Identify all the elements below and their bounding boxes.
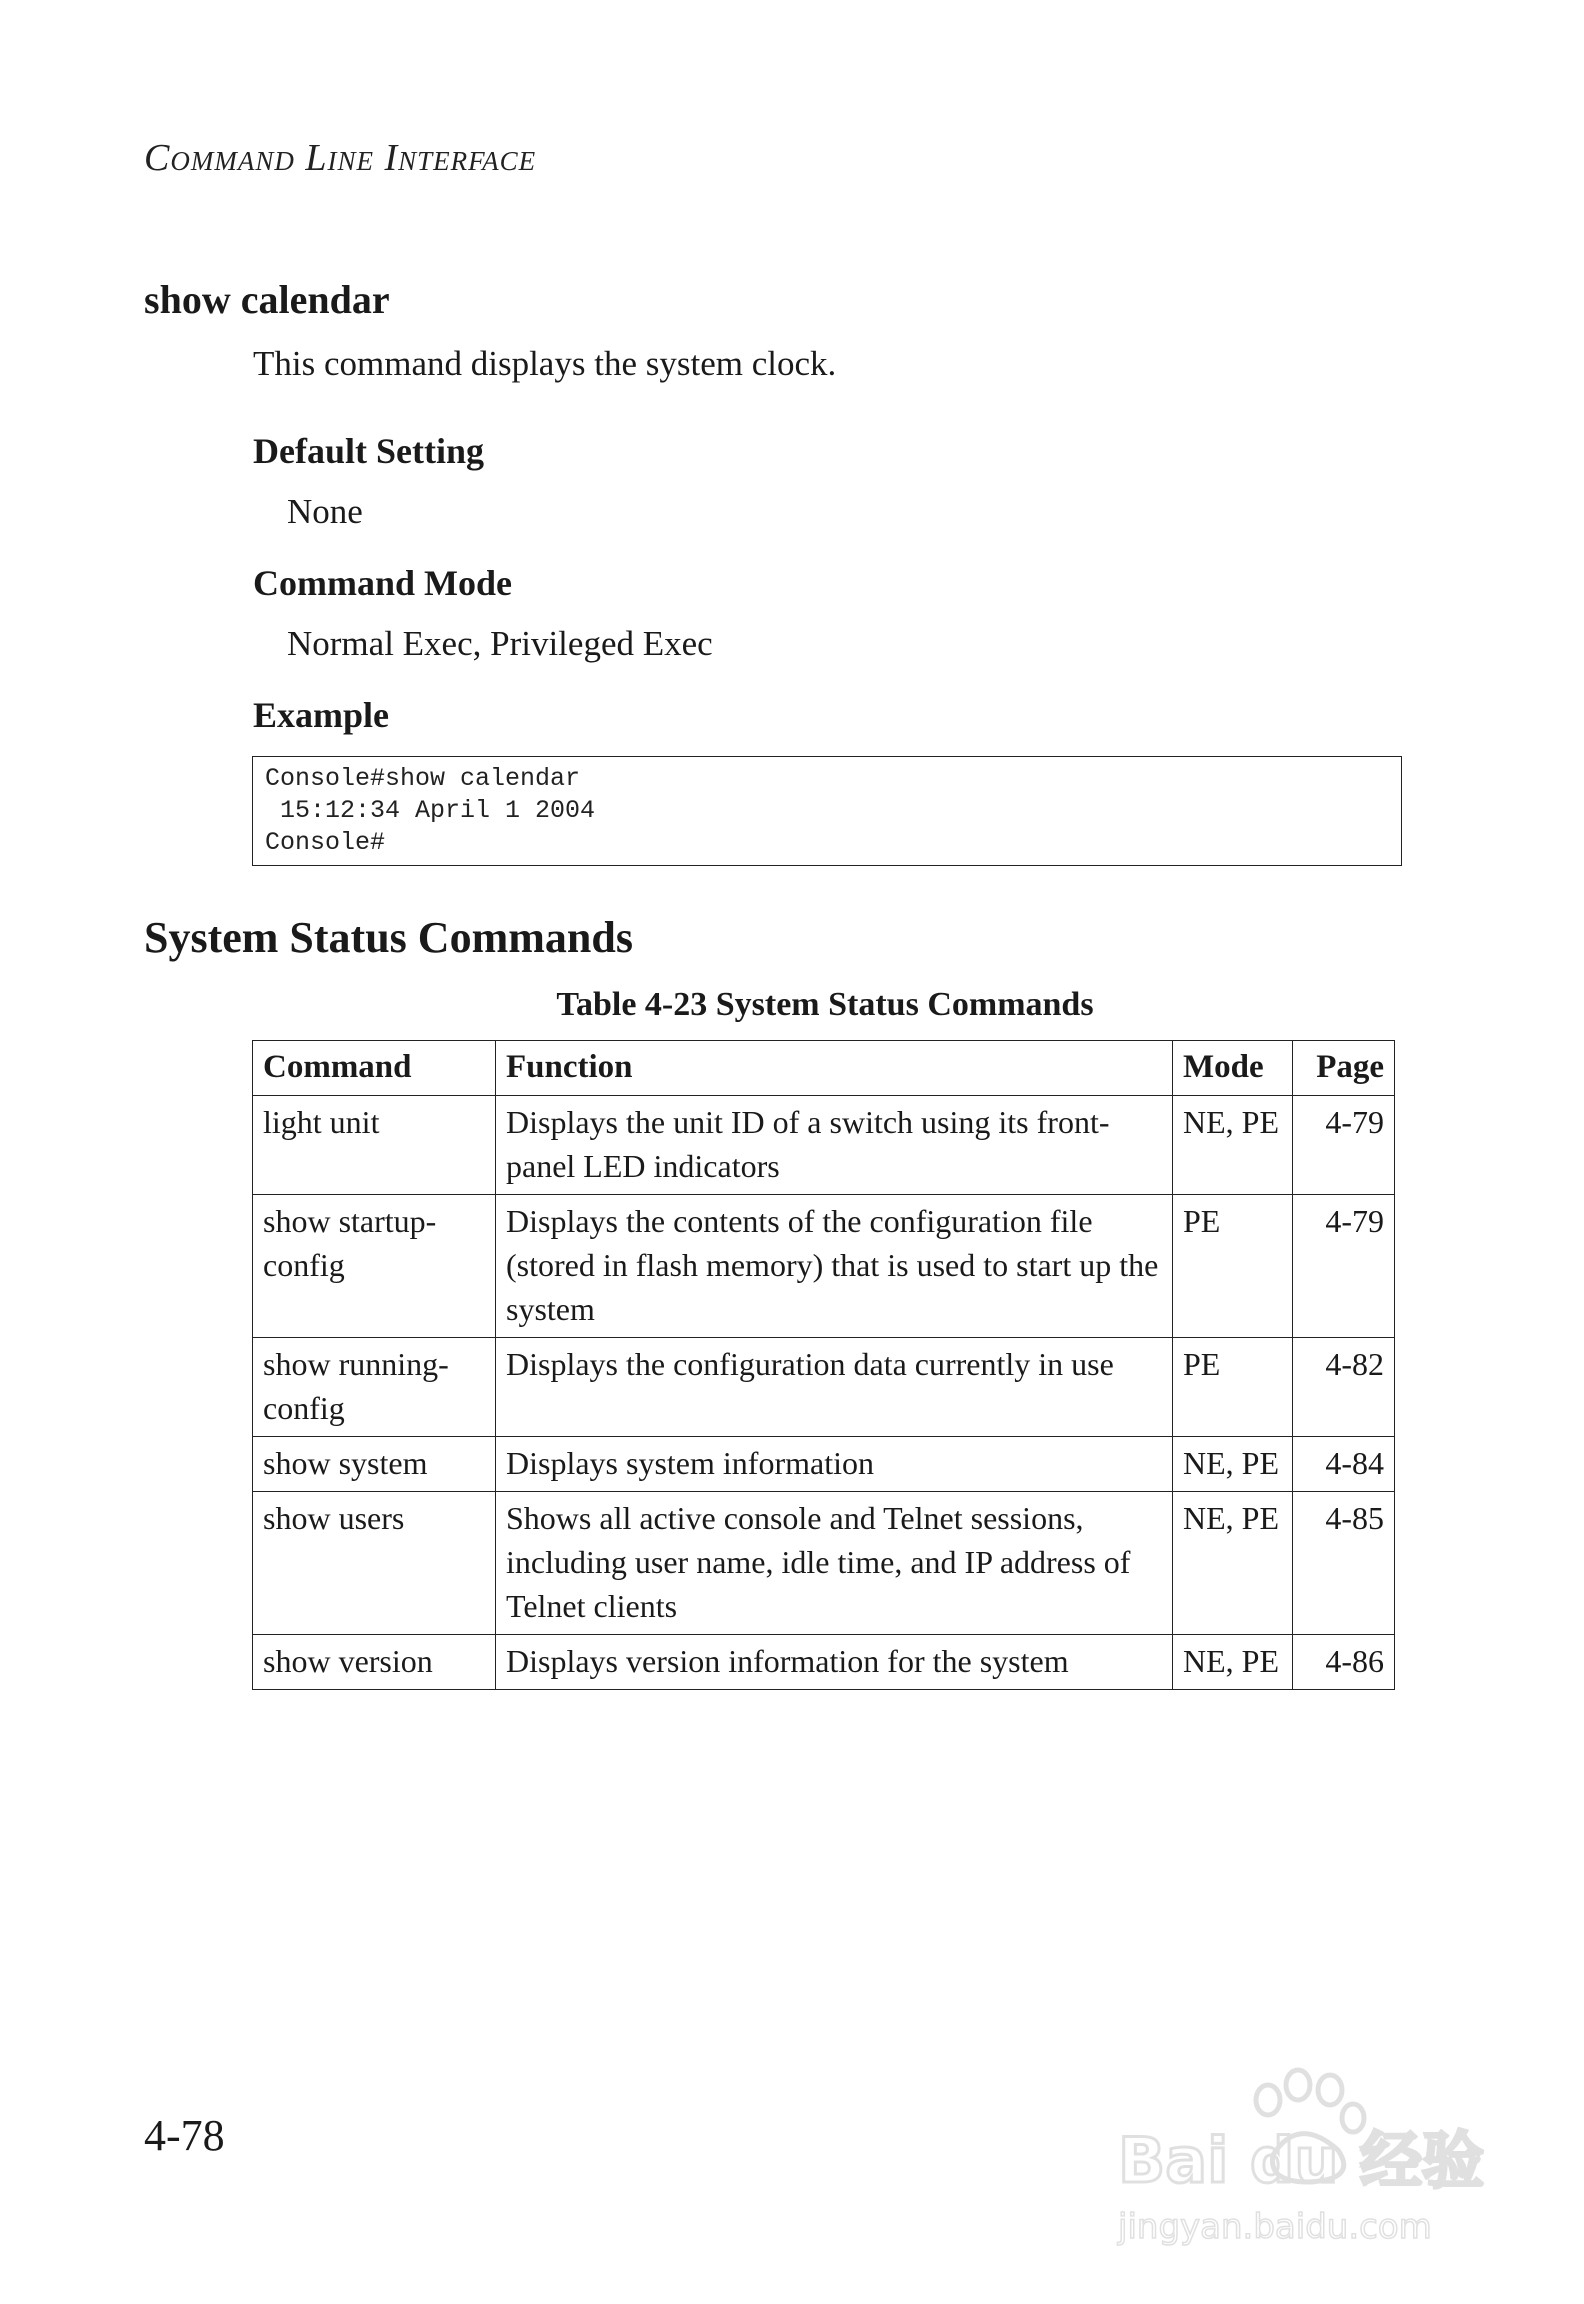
table-row bbox=[253, 1437, 1395, 1492]
example-heading: Example bbox=[253, 695, 390, 735]
command-description: This command displays the system clock. bbox=[253, 344, 837, 383]
header-page: Page bbox=[1293, 1041, 1395, 1096]
header-mode: Mode bbox=[1173, 1041, 1293, 1096]
cell-mode: NE, PE bbox=[1173, 1492, 1293, 1635]
cell-function: Displays system information bbox=[496, 1437, 1173, 1492]
header-function: Function bbox=[496, 1041, 1173, 1096]
table-row bbox=[253, 1096, 1395, 1195]
default-setting-value: None bbox=[287, 492, 363, 531]
cell-function: Displays the configuration data currently in use bbox=[496, 1338, 1173, 1437]
command-title: show calendar bbox=[144, 277, 390, 322]
cell-function: Displays the contents of the configuration file (stored in flash memory) that is used to start up the system bbox=[496, 1195, 1173, 1338]
code-line: Console#show calendar bbox=[265, 764, 581, 793]
command-mode-value: Normal Exec, Privileged Exec bbox=[287, 624, 713, 663]
cell-function: Displays version information for the system bbox=[496, 1635, 1173, 1690]
cell-page: 4-84 bbox=[1293, 1437, 1395, 1492]
cell-page: 4-82 bbox=[1293, 1338, 1395, 1437]
table-row bbox=[253, 1195, 1395, 1338]
example-code-block bbox=[252, 756, 1402, 866]
table-row bbox=[253, 1635, 1395, 1690]
command-mode-heading: Command Mode bbox=[253, 563, 512, 603]
baidu-watermark bbox=[1108, 2060, 1508, 2250]
cell-page: 4-79 bbox=[1293, 1096, 1395, 1195]
section-title: System Status Commands bbox=[144, 913, 633, 962]
cell-mode: PE bbox=[1173, 1338, 1293, 1437]
cell-page: 4-79 bbox=[1293, 1195, 1395, 1338]
table-row bbox=[253, 1338, 1395, 1437]
code-line: Console# bbox=[265, 828, 386, 857]
cell-command: show version bbox=[253, 1635, 496, 1690]
cell-mode: PE bbox=[1173, 1195, 1293, 1338]
cell-command: show system bbox=[253, 1437, 496, 1492]
page-number: 4-78 bbox=[144, 2111, 225, 2160]
table-row bbox=[253, 1492, 1395, 1635]
cell-command: show users bbox=[253, 1492, 496, 1635]
cell-mode: NE, PE bbox=[1173, 1635, 1293, 1690]
watermark-url: jingyan.baidu.com bbox=[1118, 2207, 1432, 2247]
cell-function: Displays the unit ID of a switch using its front-panel LED indicators bbox=[496, 1096, 1173, 1195]
code-line: 15:12:34 April 1 2004 bbox=[265, 796, 596, 825]
cell-page: 4-85 bbox=[1293, 1492, 1395, 1635]
cell-mode: NE, PE bbox=[1173, 1096, 1293, 1195]
table-header-row bbox=[253, 1041, 1395, 1096]
table-caption: Table 4-23 System Status Commands bbox=[556, 986, 1094, 1023]
cell-command: light unit bbox=[253, 1096, 496, 1195]
cell-command: show running-config bbox=[253, 1338, 496, 1437]
default-setting-heading: Default Setting bbox=[253, 431, 484, 471]
header-command: Command bbox=[253, 1041, 496, 1096]
cell-page: 4-86 bbox=[1293, 1635, 1395, 1690]
system-status-table bbox=[252, 1040, 1395, 1690]
cell-mode: NE, PE bbox=[1173, 1437, 1293, 1492]
running-header: Command Line Interface bbox=[144, 137, 537, 179]
cell-function: Shows all active console and Telnet sessions, including user name, idle time, and IP address of Telnet clients bbox=[496, 1492, 1173, 1635]
watermark-brand: Bai du 经验 bbox=[1118, 2124, 1485, 2197]
cell-command: show startup-config bbox=[253, 1195, 496, 1338]
